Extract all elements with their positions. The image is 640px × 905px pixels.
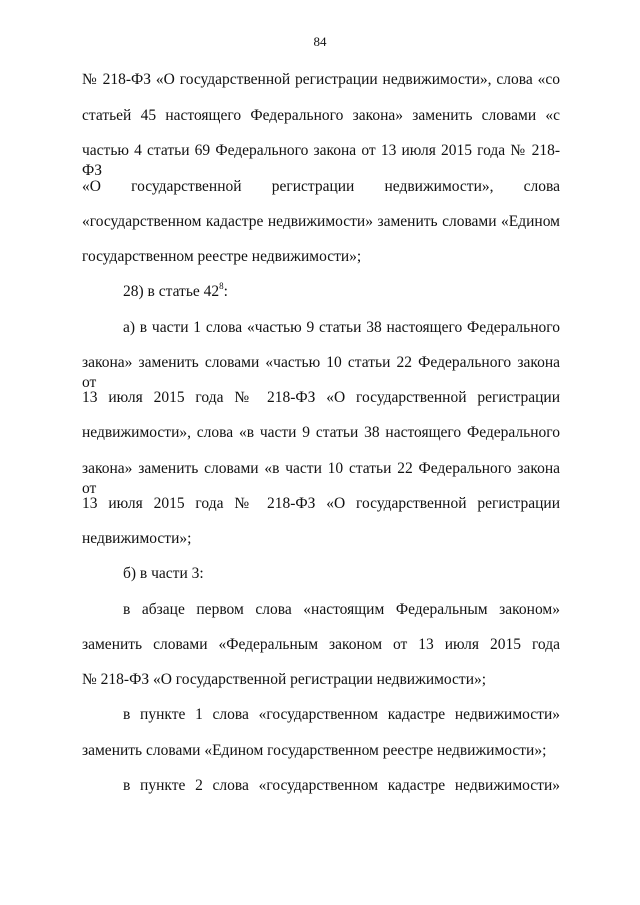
page-number: 84	[313, 34, 327, 49]
text-line-article-heading	[123, 282, 228, 302]
text-line: закона» заменить словами «частью 10 статьи 22 Федерального закона от	[82, 354, 560, 391]
text-line: № 218-ФЗ «О государственной регистрации недвижимости»;	[82, 671, 487, 688]
text-line: 13 июля 2015 года № 218-ФЗ «О государственной регистрации	[82, 495, 560, 512]
text-line: недвижимости»;	[82, 530, 192, 547]
text-line: недвижимости», слова «в части 9 статьи 38 настоящего Федерального	[82, 424, 560, 441]
article-heading-colon: :	[223, 283, 228, 300]
text-line: государственном реестре недвижимости»;	[82, 248, 362, 265]
text-line: заменить словами «Едином государственном реестре недвижимости»;	[82, 742, 547, 759]
text-line: в пункте 1 слова «государственном кадастре недвижимости»	[123, 706, 560, 723]
text-line: а) в части 1 слова «частью 9 статьи 38 настоящего Федерального	[123, 319, 560, 336]
text-line: 13 июля 2015 года № 218-ФЗ «О государственной регистрации	[82, 389, 560, 406]
text-line: «государственном кадастре недвижимости» заменить словами «Едином	[82, 213, 560, 230]
text-line: в пункте 2 слова «государственном кадастре недвижимости»	[123, 777, 560, 794]
text-line: «О государственной регистрации недвижимости», слова	[82, 178, 560, 195]
text-line: в абзаце первом слова «настоящим Федеральным законом»	[123, 601, 560, 618]
text-line: б) в части 3:	[123, 565, 204, 582]
article-superscript: 8	[219, 281, 224, 291]
article-heading-text: 28) в статье 42	[123, 283, 220, 300]
text-line: частью 4 статьи 69 Федерального закона от 13 июля 2015 года № 218-ФЗ	[82, 142, 560, 179]
text-line: заменить словами «Федеральным законом от 13 июля 2015 года	[82, 636, 560, 653]
text-line: статьей 45 настоящего Федерального закона» заменить словами «с	[82, 107, 560, 124]
text-line: закона» заменить словами «в части 10 статьи 22 Федерального закона от	[82, 460, 560, 497]
text-line: № 218-ФЗ «О государственной регистрации недвижимости», слова «со	[82, 71, 560, 88]
